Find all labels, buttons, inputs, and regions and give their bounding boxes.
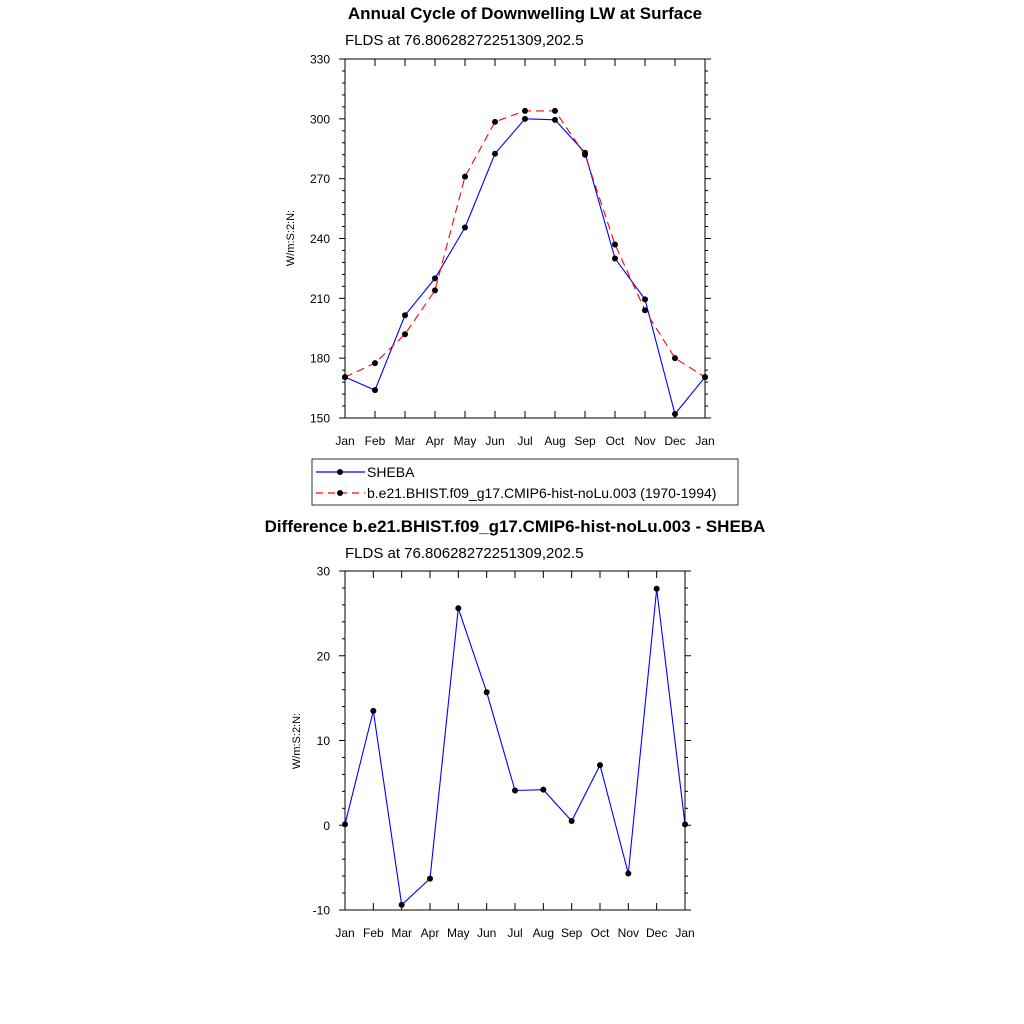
bottom-chart-x-tick-label-nov: Nov xyxy=(617,926,640,940)
bottom-chart-y-tick-label: -10 xyxy=(312,903,330,918)
top-chart-point-sheba-nov-10 xyxy=(642,296,648,302)
top-chart-x-tick-label-nov: Nov xyxy=(634,434,656,448)
top-chart-series-line-b-e21 xyxy=(345,111,705,377)
legend-entry-model xyxy=(316,485,716,501)
legend-marker-sheba xyxy=(337,469,343,475)
bottom-chart-plot-area xyxy=(342,586,688,908)
bottom-chart-x-tick-label-feb: Feb xyxy=(362,926,384,940)
top-chart-point-sheba-jun-5 xyxy=(492,151,498,157)
bottom-chart-frame xyxy=(345,571,685,910)
top-chart-y-tick-label: 270 xyxy=(309,172,330,187)
top-chart-x-tick-label-apr: Apr xyxy=(425,434,445,448)
top-chart-point-sheba-mar-2 xyxy=(402,312,408,318)
top-chart-x-tick-label-jul: Jul xyxy=(517,434,533,448)
top-chart-point-b-e21-sep-8 xyxy=(582,152,588,158)
top-chart-x-tick-label-may: May xyxy=(453,434,477,448)
top-chart-point-b-e21-may-4 xyxy=(462,174,468,180)
bottom-chart-point-difference-aug-7 xyxy=(540,787,546,793)
top-chart-y-axis-label: W/m:S:2:N: xyxy=(285,209,297,267)
top-chart-point-sheba-oct-9 xyxy=(612,255,618,261)
bottom-chart-x-tick-label-dec: Dec xyxy=(645,926,668,940)
bottom-chart-point-difference-mar-2 xyxy=(399,902,405,908)
top-chart-x-tick-label-feb: Feb xyxy=(364,434,386,448)
bottom-chart-x-tick-label-mar: Mar xyxy=(391,926,413,940)
top-chart-point-sheba-feb-1 xyxy=(372,387,378,393)
top-chart-point-sheba-aug-7 xyxy=(552,117,558,123)
top-chart-point-sheba-may-4 xyxy=(462,225,468,231)
bottom-chart-point-difference-jul-6 xyxy=(512,788,518,794)
top-chart-x-tick-label-mar: Mar xyxy=(394,434,416,448)
bottom-chart-point-difference-apr-3 xyxy=(427,876,433,882)
top-chart-x-tick-label-jan: Jan xyxy=(695,434,715,448)
top-chart-legend xyxy=(312,459,738,505)
top-chart-point-b-e21-dec-11 xyxy=(672,355,678,361)
bottom-chart-x-tick-label-may: May xyxy=(446,926,470,940)
top-chart-point-b-e21-jul-6 xyxy=(522,108,528,114)
bottom-chart-point-difference-may-4 xyxy=(455,605,461,611)
top-chart-point-b-e21-oct-9 xyxy=(612,241,618,247)
bottom-chart-point-difference-jun-5 xyxy=(484,689,490,695)
top-chart-y-tick-label: 330 xyxy=(309,52,330,67)
top-chart-x-tick-label-sep: Sep xyxy=(574,434,596,448)
bottom-chart-y-tick-label: 20 xyxy=(316,649,330,664)
top-chart-series-line-sheba xyxy=(345,119,705,414)
top-chart-x-tick-label-jan: Jan xyxy=(335,434,355,448)
bottom-chart-x-tick-label-oct: Oct xyxy=(590,926,610,940)
top-chart-point-b-e21-jun-5 xyxy=(492,119,498,125)
bottom-chart-x-tick-label-sep: Sep xyxy=(560,926,583,940)
top-chart-x-tick-label-oct: Oct xyxy=(605,434,625,448)
bottom-chart-x-tick-label-apr: Apr xyxy=(420,926,440,940)
bottom-chart-point-difference-sep-8 xyxy=(569,818,575,824)
bottom-chart-point-difference-oct-9 xyxy=(597,762,603,768)
bottom-chart-point-difference-nov-10 xyxy=(625,871,631,877)
top-chart-subtitle: FLDS at 76.80628272251309,202.5 xyxy=(345,32,584,49)
top-chart-point-b-e21-mar-2 xyxy=(402,331,408,337)
bottom-chart-y-tick-label: 30 xyxy=(316,564,330,579)
top-chart-y-tick-label: 210 xyxy=(309,291,330,306)
bottom-chart-point-difference-feb-1 xyxy=(370,708,376,714)
top-chart-y-tick-label: 300 xyxy=(309,112,330,127)
top-chart-point-sheba-jul-6 xyxy=(522,116,528,122)
top-chart-y-tick-label: 180 xyxy=(309,351,330,366)
bottom-chart-x-tick-label-jul: Jul xyxy=(507,926,523,940)
bottom-chart-x-tick-label-aug: Aug xyxy=(532,926,555,940)
top-chart-y-tick-label: 240 xyxy=(309,232,330,246)
bottom-chart-y-axis-label: W/m:S:2:N: xyxy=(291,712,303,770)
top-chart-y-tick-label: 150 xyxy=(309,411,330,426)
legend-marker-model xyxy=(337,490,343,496)
bottom-chart-title: Difference b.e21.BHIST.f09_g17.CMIP6-hist-noLu.003 - SHEBA xyxy=(264,517,766,536)
top-chart-x-tick-label-jun: Jun xyxy=(485,434,505,448)
bottom-chart-point-difference-dec-11 xyxy=(654,586,660,592)
bottom-chart-subtitle: FLDS at 76.80628272251309,202.5 xyxy=(345,545,584,562)
legend-label-sheba: SHEBA xyxy=(367,464,415,480)
bottom-chart-y-tick-label: 10 xyxy=(316,734,330,748)
top-chart-point-b-e21-feb-1 xyxy=(372,360,378,366)
bottom-chart-x-tick-label-jan: Jan xyxy=(675,926,695,940)
bottom-chart-series-line-difference xyxy=(345,589,685,905)
top-chart-point-b-e21-nov-10 xyxy=(642,307,648,313)
top-chart-point-sheba-dec-11 xyxy=(672,411,678,417)
bottom-chart-x-tick-label-jan: Jan xyxy=(335,926,355,940)
top-chart-point-b-e21-apr-3 xyxy=(432,287,438,293)
bottom-chart-x-tick-label-jun: Jun xyxy=(476,926,497,940)
top-chart-title: Annual Cycle of Downwelling LW at Surface xyxy=(347,4,703,23)
legend-label-model: b.e21.BHIST.f09_g17.CMIP6-hist-noLu.003 (1970-1994) xyxy=(367,485,717,501)
top-chart-x-tick-label-dec: Dec xyxy=(664,434,686,448)
top-chart-point-b-e21-aug-7 xyxy=(552,108,558,114)
bottom-chart-y-tick-label: 0 xyxy=(323,818,330,833)
top-chart-plot-area xyxy=(342,108,708,417)
top-chart-x-tick-label-aug: Aug xyxy=(544,434,566,448)
